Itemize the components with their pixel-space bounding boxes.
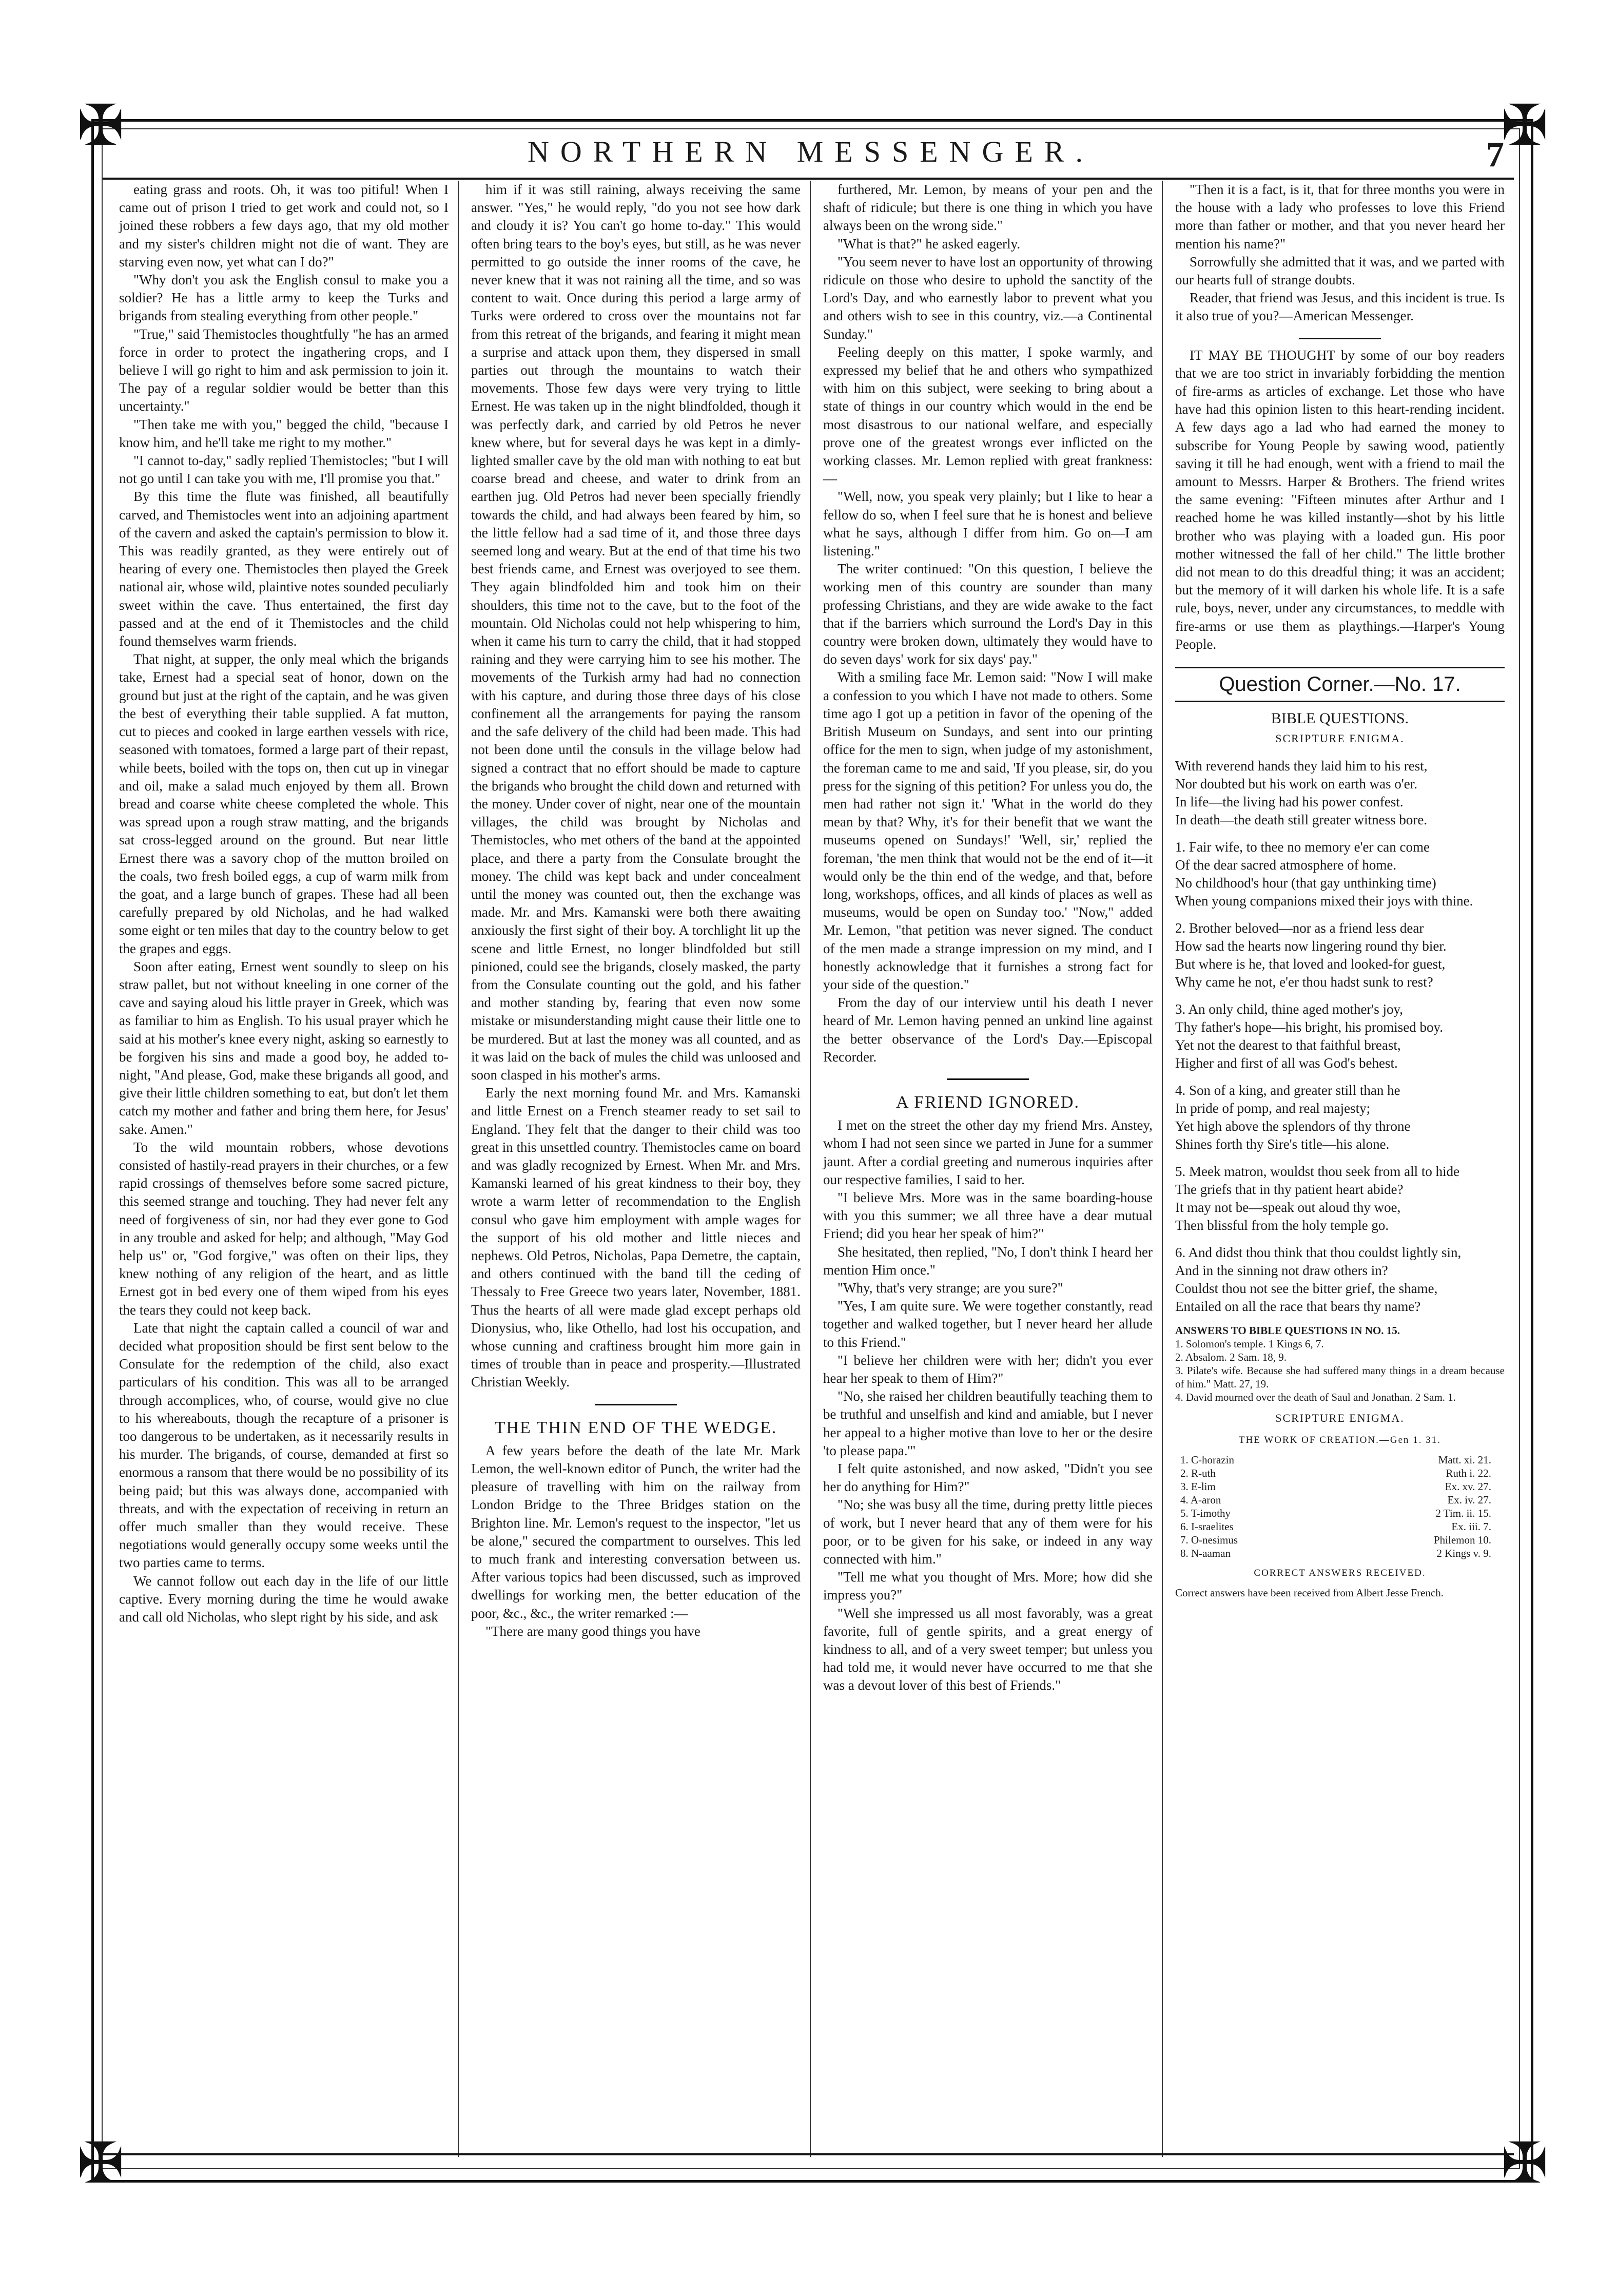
correct-answers-text: Correct answers have been received from Albert Jesse French. bbox=[1175, 1587, 1444, 1599]
paragraph: "Tell me what you thought of Mrs. More; how did she impress you?" bbox=[823, 1569, 1153, 1603]
enigma-answer-reference: Philemon 10. bbox=[1433, 1534, 1491, 1547]
enigma-answer-row bbox=[1175, 1480, 1505, 1493]
enigma-verse bbox=[1175, 1000, 1505, 1072]
paragraph: furthered, Mr. Lemon, by means of your pen and the shaft of ridicule; but there is one thing in which you have always been on the wrong side." bbox=[823, 182, 1153, 234]
firearms-notice: IT MAY BE THOUGHT by some of our boy readers that we are too strict in invariably forbidding the mention of fire-arms as articles of exchange. Let those who have have had this opinion listen to this heart-rending incident. A few days ago a lad who had earned the money to subscribe for Young People by sawing wood, patiently saving it till he had enough, went with a friend to mail the amount to Messrs. Harper & Brothers. The friend writes the same evening: "Fifteen minutes after Arthur and I reached home he was killed instantly—shot by his little brother who was playing with a loaded gun. His poor mother witnessed the fall of her child." The little brother did not mean to do this dreadful thing; it was an accident; but the memory of it will darken his whole life. It is a safe rule, boys, never, under any circumstances, to meddle with fire-arms or use them as playthings.—Harper's Young People. bbox=[1175, 347, 1505, 652]
paragraph: "True," said Themistocles thoughtfully "he has an armed force in order to protect the ingathering crops, and I believe I will go right to him and ask permission to join it. The pay of a regular soldier would be better than this uncertainty." bbox=[119, 326, 449, 414]
enigma-answer-word: 5. T-imothy bbox=[1180, 1507, 1231, 1520]
enigma-verse-line: It may not be—speak out aloud thy woe, bbox=[1175, 1199, 1401, 1215]
question-corner-title: Question Corner.—No. 17. bbox=[1175, 667, 1505, 702]
paragraph: "Then it is a fact, is it, that for three months you were in the house with a lady who professes to love this Friend more than father or mother, and that you never heard her mention his name?" bbox=[1175, 182, 1505, 252]
enigma-answer-row bbox=[1175, 1453, 1505, 1467]
article-column-4 bbox=[1175, 181, 1505, 1599]
enigma-answer-word: 6. I-sraelites bbox=[1180, 1520, 1234, 1533]
section-divider bbox=[595, 1404, 677, 1405]
footer-rule bbox=[103, 2153, 1514, 2155]
enigma-verse-line: Thy father's hope—his bright, his promised boy. bbox=[1175, 1019, 1444, 1035]
paragraph: him if it was still raining, always receiving the same answer. "Yes," he would reply, "do you not see how dark and cloudy it is? You can't go home to-day." This would often bring tears to the boy's eyes, but still, as he was never permitted to go outside the inner rooms of the cave, he never knew that it was not raining all the time, and so was content to wait. Once during this period a large army of Turks were ordered to cross over the mountains not far from this retreat of the brigands, and fearing it might mean a surprise and attack upon them, they dispersed in small parties out through the mountains to watch their movements. Those few days were very trying to little Ernest. He was taken up in the night blindfolded, though it was perfectly dark, and carried by old Petros he never knew where, but for several days he was kept in a dimly-lighted smaller cave by the old man with nothing to eat but coarse bread and cheese, and water to drink from an earthen jug. Old Petros had never been specially friendly towards the child, and had always been feared by him, so the little fellow had a sad time of it, and those three days seemed long and weary. But at the end of that time his two best friends came, and Ernest was overjoyed to see them. They again blindfolded him and took him on their shoulders, this time not to the cave, but to the foot of the mountain. Old Nicholas could not help whispering to him, when it came his turn to carry the child, that it had stopped raining and they were carrying him to see his mother. The movements of the Turkish army had had no connection with his capture, and during those three days of his close confinement all the arrangements for paying the ransom and the safe delivery of the child had been made. This had not been done until the consuls in the village below had signed a contract that no effort should be made to capture the brigands who brought the child down and returned with the money. Under cover of night, near one of the mountain villages, the child was brought by Nicholas and Themistocles, who met others of the band at the appointed place, and there a party from the Consulate brought the money. The child was kept back and under concealment until the money was counted out, then the exchange was made. Mr. and Mrs. Kamanski were both there awaiting anxiously the first sight of their boy. A torchlight lit up the scene and little Ernest, no longer blindfolded but still pinioned, could see the brigands, closely masked, the party from the Consulate counting out the gold, and his father and mother standing by, fearing that even now some mistake or misunderstanding might cause their little one to be murdered. But at last the money was all counted, and as it was laid on the back of mules the child was unloosed and soon clasped in his mother's arms. bbox=[471, 182, 801, 1083]
enigma-answer-word: 1. C-horazin bbox=[1180, 1454, 1234, 1467]
enigma-verse-line: Couldst thou not see the bitter grief, the shame, bbox=[1175, 1280, 1438, 1296]
answer-item: 3. Pilate's wife. Because she had suffered many things in a dream because of him." Matt. 27, 19. bbox=[1175, 1364, 1505, 1390]
article-column-2 bbox=[471, 181, 801, 1641]
enigma-verse-line: 5. Meek matron, wouldst thou seek from all to hide bbox=[1175, 1163, 1460, 1179]
paragraph: To the wild mountain robbers, whose devotions consisted of hastily-read prayers in their churches, or a few rapid crossings of themselves before some sacred picture, this seemed strange and touching. They had never felt any need of forgiveness of sin, nor had they ever gone to God in any trouble and asked for help; and although, "May God help us" or, "God forgive," was often on their lips, they knew nothing of any religion of the heart, and as little Ernest got in bed every one of them wiped from his eyes the tears they could not keep back. bbox=[119, 1139, 449, 1318]
enigma-answer-heading: SCRIPTURE ENIGMA. bbox=[1275, 1411, 1405, 1424]
enigma-verse-line: No childhood's hour (that gay unthinking time) bbox=[1175, 875, 1436, 891]
enigma-answer-reference: Ruth i. 22. bbox=[1446, 1467, 1491, 1480]
paragraph: "Then take me with you," begged the child, "because I know him, and he'll take me right to my mother." bbox=[119, 416, 449, 450]
bible-questions-heading: BIBLE QUESTIONS. bbox=[1271, 710, 1409, 727]
answers-heading: ANSWERS TO BIBLE QUESTIONS IN NO. 15. bbox=[1175, 1324, 1400, 1337]
enigma-answer-row bbox=[1175, 1520, 1505, 1533]
enigma-verse-line: Then blissful from the holy temple go. bbox=[1175, 1217, 1389, 1233]
enigma-verse bbox=[1175, 1244, 1505, 1316]
enigma-verse-line: 3. An only child, thine aged mother's joy, bbox=[1175, 1001, 1404, 1017]
enigma-answer-row bbox=[1175, 1547, 1505, 1560]
enigma-answer-reference: 2 Tim. ii. 15. bbox=[1435, 1507, 1491, 1520]
answer-item: 1. Solomon's temple. 1 Kings 6, 7. bbox=[1175, 1337, 1324, 1350]
enigma-verse-line: Of the dear sacred atmosphere of home. bbox=[1175, 857, 1397, 873]
masthead-title: NORTHERN MESSENGER. bbox=[527, 135, 1095, 168]
enigma-intro-line: Nor doubted but his work on earth was o'er. bbox=[1175, 776, 1418, 792]
paragraph: "I believe her children were with her; didn't you ever hear her speak to them of Him?" bbox=[823, 1352, 1153, 1386]
enigma-answer-reference: Ex. iii. 7. bbox=[1451, 1520, 1491, 1533]
paragraph: I felt quite astonished, and now asked, "Didn't you see her do anything for Him?" bbox=[823, 1461, 1153, 1495]
paragraph: "You seem never to have lost an opportunity of throwing ridicule on those who desire to uphold the sanctity of the Lord's Day, and who earnestly labor to prevent what you and others wish to see in this country, viz.—a Continental Sunday." bbox=[823, 254, 1153, 342]
paragraph: "Well she impressed us all most favorably, was a great favorite, full of gentle spirits, and a great energy of kindness to all, and of a very sweet temper; but unless you had told me, it would never have occurred to me that she was a devout lover of this best of Friends." bbox=[823, 1605, 1153, 1693]
enigma-verse-line: Yet not the dearest to that faithful breast, bbox=[1175, 1037, 1401, 1053]
page-number: 7 bbox=[1486, 135, 1504, 175]
enigma-answer-row bbox=[1175, 1533, 1505, 1547]
column-rule bbox=[458, 181, 459, 2157]
enigma-intro-line: In life—the living had his power confest. bbox=[1175, 794, 1404, 809]
enigma-answer-row bbox=[1175, 1467, 1505, 1480]
paragraph: "Yes, I am quite sure. We were together constantly, read together and walked together, but I never heard her allude to this Friend." bbox=[823, 1298, 1153, 1350]
paragraph: Reader, that friend was Jesus, and this incident is true. Is it also true of you?—American Messenger. bbox=[1175, 290, 1505, 324]
enigma-verse bbox=[1175, 1163, 1505, 1234]
paragraph: From the day of our interview until his death I never heard of Mr. Lemon having penned an unkind line against the better observance of the Lord's Day.—Episcopal Recorder. bbox=[823, 995, 1153, 1065]
scripture-enigma-label: SCRIPTURE ENIGMA. bbox=[1275, 732, 1405, 745]
paragraph: "No; she was busy all the time, during pretty little pieces of work, but I never heard that any of them were for his poor, or to be given for his sake, or indeed in any way connected with him." bbox=[823, 1497, 1153, 1567]
paragraph: Late that night the captain called a council of war and decided what proposition should be first sent below to the Consulate for the redemption of the child, also exact particulars of his condition. This was all to be arranged through accomplices, who, of course, would give no clue to his whereabouts, though the recapture of a prisoner is too dangerous to be undertaken, as it necessarily results in his murder. The brigands, of course, demanded at first so enormous a ransom that there would be no possibility of its being paid; but this was always done, accompanied with threats, and with the expectation of receiving in return an offer much smaller than they would receive. These negotiations would generally occupy some weeks until the two parties came to terms. bbox=[119, 1320, 449, 1571]
enigma-answer-reference: Matt. xi. 21. bbox=[1438, 1454, 1491, 1467]
correct-answers-heading: CORRECT ANSWERS RECEIVED. bbox=[1254, 1568, 1426, 1579]
paragraph: Feeling deeply on this matter, I spoke warmly, and expressed my belief that he and others who sympathized with him on this subject, were seeking to bring about a state of things in our country which would in the end be most disastrous to our national welfare, and especially prove one of the greatest wrongs ever inflicted on the working classes. Mr. Lemon replied with great frankness:— bbox=[823, 344, 1153, 487]
paragraph: A few years before the death of the late Mr. Mark Lemon, the well-known editor of Punch, the writer had the pleasure of travelling with him on the railway from London Bridge to the Three Bridges station on the Brighton line. Mr. Lemon's request to the inspector, "let us be alone," secured the compartment to ourselves. This led to much frank and interesting conversation between us. After various topics had been discussed, such as improved dwellings for working men, the better education of the poor, &c., &c., the writer remarked :— bbox=[471, 1442, 801, 1621]
enigma-verse-line: 4. Son of a king, and greater still than he bbox=[1175, 1082, 1400, 1098]
paragraph: "I believe Mrs. More was in the same boarding-house with you this summer; we all three have a dear mutual Friend; did you hear her speak of him?" bbox=[823, 1189, 1153, 1242]
enigma-intro-line: In death—the death still greater witness bore. bbox=[1175, 812, 1428, 827]
answer-item: 2. Absalom. 2 Sam. 18, 9. bbox=[1175, 1350, 1287, 1363]
column-rule bbox=[1162, 181, 1163, 2157]
enigma-answer-reference: Ex. xv. 27. bbox=[1445, 1480, 1491, 1493]
paragraph: "Why, that's very strange; are you sure?" bbox=[837, 1280, 1063, 1296]
enigma-verse-line: Entailed on all the race that bears thy name? bbox=[1175, 1298, 1421, 1314]
paragraph: "I cannot to-day," sadly replied Themistocles; "but I will not go until I can take you with me, I'll promise you that." bbox=[119, 453, 449, 487]
enigma-answer-reference: 2 Kings v. 9. bbox=[1436, 1547, 1491, 1560]
paragraph: Sorrowfully she admitted that it was, and we parted with our hearts full of strange doubts. bbox=[1175, 254, 1505, 288]
section-heading-friend-ignored: A FRIEND IGNORED. bbox=[896, 1092, 1080, 1112]
corner-ornament-bottom-left: ✠ bbox=[77, 2132, 125, 2195]
enigma-answer-row bbox=[1175, 1493, 1505, 1507]
column-rule bbox=[810, 181, 811, 2157]
enigma-answer-subheading: THE WORK OF CREATION.—Gen 1. 31. bbox=[1238, 1434, 1441, 1445]
corner-ornament-top-left: ✠ bbox=[77, 94, 125, 157]
paragraph: We cannot follow out each day in the life of our little captive. Every morning during the time he would awake and call old Nicholas, who slept right by his side, and ask bbox=[119, 1573, 449, 1625]
enigma-verse bbox=[1175, 919, 1505, 991]
enigma-answer-word: 8. N-aaman bbox=[1180, 1547, 1231, 1560]
enigma-answer-reference: Ex. iv. 27. bbox=[1447, 1494, 1491, 1507]
enigma-verse-line: When young companions mixed their joys with thine. bbox=[1175, 893, 1473, 909]
enigma-verse-line: Higher and first of all was God's behest. bbox=[1175, 1055, 1398, 1071]
enigma-verse bbox=[1175, 838, 1505, 910]
enigma-verse-line: 6. And didst thou think that thou couldst lightly sin, bbox=[1175, 1244, 1462, 1260]
paragraph: "No, she raised her children beautifully teaching them to be truthful and unselfish and kind and amiable, but I never her appeal to a higher motive than love to her or the desire 'to please papa.'" bbox=[823, 1388, 1153, 1458]
paragraph: eating grass and roots. Oh, it was too pitiful! When I came out of prison I tried to get work and could not, so I joined these robbers a few days ago, that my old mother and my sister's children might not die of want. They are starving even now, yet what can I do?" bbox=[119, 182, 449, 269]
paragraph: "Why don't you ask the English consul to make you a soldier? He has a little army to keep the Turks and brigands from stealing everything from other people." bbox=[119, 272, 449, 324]
enigma-verse-line: But where is he, that loved and looked-for guest, bbox=[1175, 956, 1446, 972]
header-rule bbox=[103, 178, 1514, 180]
enigma-verse-line: And in the sinning not draw others in? bbox=[1175, 1262, 1388, 1278]
article-column-3 bbox=[823, 181, 1153, 1695]
enigma-answer-word: 4. A-aron bbox=[1180, 1494, 1221, 1507]
enigma-verse-line: In pride of pomp, and real majesty; bbox=[1175, 1100, 1371, 1116]
enigma-intro bbox=[1175, 757, 1505, 829]
section-divider bbox=[1299, 338, 1381, 339]
corner-ornament-top-right: ✠ bbox=[1501, 94, 1549, 157]
article-column-1 bbox=[119, 181, 449, 1626]
enigma-answer-word: 3. E-lim bbox=[1180, 1480, 1216, 1493]
enigma-verse-line: Yet high above the splendors of thy throne bbox=[1175, 1118, 1411, 1134]
paragraph: That night, at supper, the only meal which the brigands take, Ernest had a special seat of honor, down on the ground but just at the right of the captain, and he was given the best of everything their table supplied. A fat mutton, cut to pieces and cooked in large earthen vessels with rice, seasoned with tomatoes, formed a large part of their repast, while beets, boiled with the tops on, then cut up in vinegar and oil, make a salad much enjoyed by them all. Brown bread and coarse white cheese completed the whole. This was spread upon a rough straw matting, and the brigands sat cross-legged around on the ground. But near little Ernest there was a savory chop of the mutton broiled on the coals, two fresh boiled eggs, a cup of warm milk from the goat, and a large bunch of grapes. These had all been carefully prepared by old Nicholas, and he had walked some eight or ten miles that day to the country below to get the grapes and eggs. bbox=[119, 651, 449, 956]
paragraph: She hesitated, then replied, "No, I don't think I heard her mention Him once." bbox=[823, 1244, 1153, 1278]
enigma-verse bbox=[1175, 1082, 1505, 1153]
enigma-answer-word: 7. O-nesimus bbox=[1180, 1534, 1238, 1547]
enigma-intro-line: With reverend hands they laid him to his rest, bbox=[1175, 758, 1428, 774]
enigma-answer-word: 2. R-uth bbox=[1180, 1467, 1216, 1480]
answer-item: 4. David mourned over the death of Saul and Jonathan. 2 Sam. 1. bbox=[1175, 1391, 1456, 1403]
paragraph: The writer continued: "On this question, I believe the working men of this country are sounder than many professing Christians, and they are wide awake to the fact that if the barriers which surround the Lord's Day in this country were broken down, ultimately they would have to do seven days' work for six days' pay." bbox=[823, 561, 1153, 667]
paragraph: Early the next morning found Mr. and Mrs. Kamanski and little Ernest on a French steamer ready to set sail to England. They felt that the danger to their child was too great in this unsettled country. Themistocles came on board and was gladly recognized by Ernest. When Mr. and Mrs. Kamanski learned of his great kindness to their boy, they wrote a warm letter of recommendation to the English consul who gave him employment with ample wages for the support of his old mother and little nieces and nephews. Old Petros, Nicholas, Papa Demetre, the captain, and others continued with the band till the ceding of Thessaly to Free Greece two years later, November, 1881. Thus the hearts of all were made glad except perhaps old Dionysius, who, like Othello, had lost his occupation, and whose cunning and craftiness brought him more gain in times of trouble than in peace and prosperity.—Illustrated Christian Weekly. bbox=[471, 1085, 801, 1390]
paragraph: "What is that?" he asked eagerly. bbox=[837, 236, 1021, 252]
corner-ornament-bottom-right: ✠ bbox=[1501, 2132, 1549, 2195]
section-divider bbox=[947, 1078, 1029, 1080]
paragraph: Soon after eating, Ernest went soundly to sleep on his straw pallet, but not without kneeling in one corner of the cave and saying aloud his little prayer in Greek, which was as familiar to him as English. To his usual prayer which he said at his mother's knee every night, asking so earnestly to be forgiven his sins and made a good boy, he added to-night, "And please, God, make these brigands all good, and give their little children something to eat, but don't let them catch my mother and father and bring them here, for Jesus' sake. Amen." bbox=[119, 958, 449, 1137]
enigma-verse-line: Shines forth thy Sire's title—his alone. bbox=[1175, 1136, 1390, 1152]
enigma-verse-line: 1. Fair wife, to thee no memory e'er can come bbox=[1175, 839, 1430, 855]
enigma-answer-row bbox=[1175, 1507, 1505, 1520]
paragraph: With a smiling face Mr. Lemon said: "Now I will make a confession to you which I have not made to others. Some time ago I got up a petition in favor of the opening of the British Museum on Sundays, and sent into our printing office for the men to sign, when judge of my astonishment, the foreman came to me and said, 'If you please, sir, do you press for the signing of this petition? For unless you do, the men had rather not sign it.' 'What in the world do they mean by that? Why, it's for their benefit that we want the museums opened on Sundays!' 'Well, sir,' replied the foreman, 'the men think that would not be the end of it—it would only be the thin end of the wedge, and that, before long, workshops, offices, and all kinds of places as well as museums, would be open on Sunday too.' "Now," added Mr. Lemon, "that petition was never signed. The conduct of the men made a strange impression on my mind, and I honestly acknowledge that it furnishes a strong fact for your side of the question." bbox=[823, 669, 1153, 992]
enigma-answer-table bbox=[1175, 1453, 1505, 1560]
enigma-verse-line: How sad the hearts now lingering round thy bier. bbox=[1175, 938, 1447, 954]
paragraph: By this time the flute was finished, all beautifully carved, and Themistocles went into an adjoining apartment of the cavern and asked the captain's permission to blow it. This was readily granted, as they were entirely out of hearing of every one. Themistocles then played the Greek national air, whose wild, plaintive notes sounded peculiarly sweet within the cave. Thus entertained, the first day passed and at the end of it Themistocles and the child found themselves warm friends. bbox=[119, 489, 449, 649]
paragraph: "There are many good things you have bbox=[485, 1623, 700, 1639]
paragraph: "Well, now, you speak very plainly; but I like to hear a fellow do so, when I feel sure that he is honest and believe what he says, although I differ from him. Go on—I am listening." bbox=[823, 489, 1153, 559]
answers-list bbox=[1175, 1337, 1505, 1404]
enigma-verse-line: The griefs that in thy patient heart abide? bbox=[1175, 1181, 1404, 1197]
enigma-verse-line: Why came he not, e'er thou hadst sunk to rest? bbox=[1175, 974, 1433, 990]
enigma-verse-line: 2. Brother beloved—nor as a friend less dear bbox=[1175, 920, 1424, 936]
enigma-verses bbox=[1175, 838, 1505, 1316]
paragraph: I met on the street the other day my friend Mrs. Anstey, whom I had not seen since we parted in June for a summer jaunt. After a cordial greeting and numerous inquiries after our respective families, I said to her. bbox=[823, 1117, 1153, 1187]
section-heading-thin-end: THE THIN END OF THE WEDGE. bbox=[494, 1418, 777, 1437]
